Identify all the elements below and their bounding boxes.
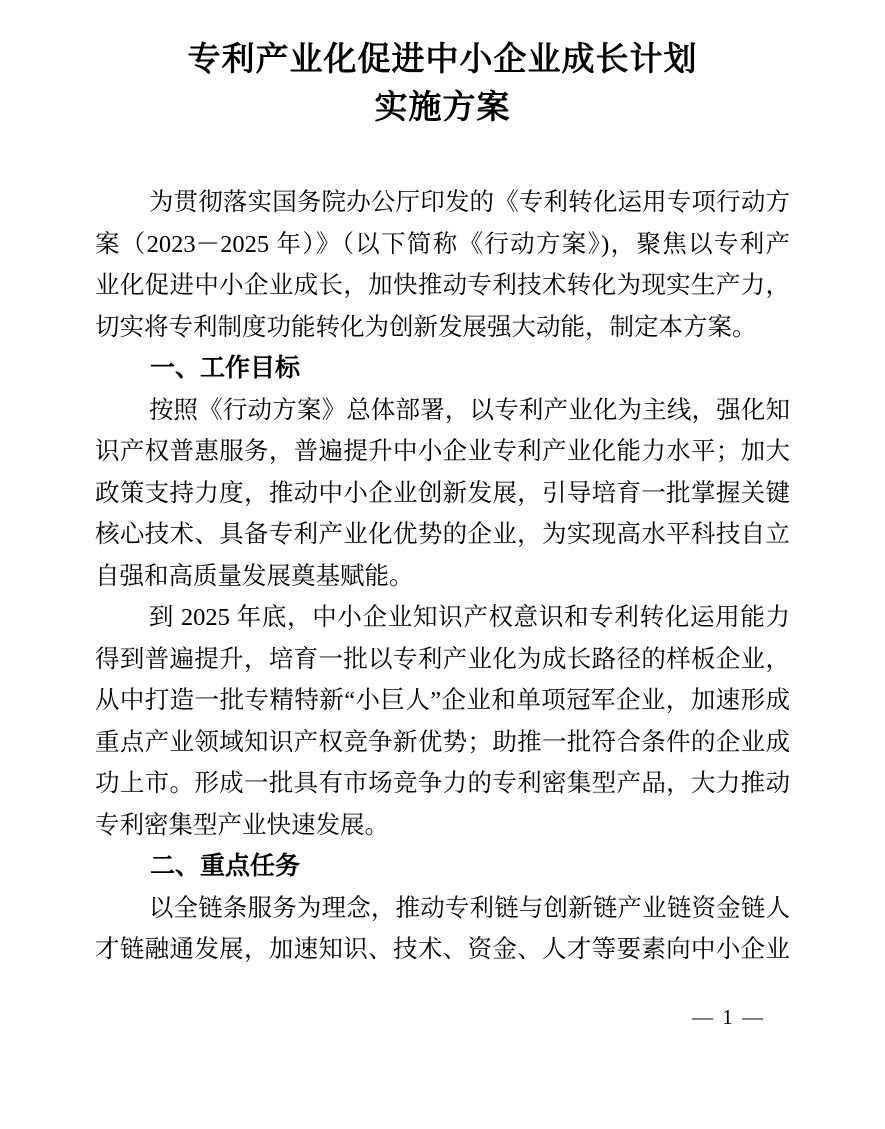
body-line: 政策支持力度，推动中小企业创新发展，引导培育一批掌握关键 [95, 479, 790, 507]
document-title-line-1: 专利产业化促进中小企业成长计划 [187, 42, 698, 78]
body-line: 到 2025 年底，中小企业知识产权意识和专利转化运用能力 [148, 604, 790, 631]
body-line: 核心技术、具备专利产业化优势的企业，为实现高水平科技自立 [95, 521, 790, 548]
body-line: 功上市。形成一批具有市场竞争力的专利密集型产品，大力推动 [95, 770, 790, 797]
document-title-line-2: 实施方案 [374, 90, 511, 126]
body-line: 自强和高质量发展奠基赋能。 [95, 562, 414, 590]
paragraph-goals-2 [95, 597, 790, 846]
body-line: 才链融通发展，加速知识、技术、资金、人才等要素向中小企业 [95, 936, 790, 963]
body-line: 识产权普惠服务，普遍提升中小企业专利产业化能力水平；加大 [95, 438, 790, 465]
paragraph-goals-1 [95, 390, 790, 598]
body-line: 为贯彻落实国务院办公厅印发的《专利转化运用专项行动方 [148, 189, 790, 216]
body-line: 得到普遍提升，培育一批以专利产业化为成长路径的样板企业， [95, 645, 790, 673]
page-number: — 1 — [692, 1005, 765, 1029]
body-line: 重点产业领域知识产权竞争新优势；助推一批符合条件的企业成 [95, 728, 790, 756]
body-line: 切实将专利制度功能转化为创新发展强大动能，制定本方案。 [95, 313, 757, 341]
section-heading-1: 一、工作目标 [150, 354, 301, 382]
body-line: 业化促进中小企业成长，加快推动专利技术转化为现实生产力， [95, 272, 790, 299]
body-line: 从中打造一批专精特新“小巨人”企业和单项冠军企业，加速形成 [95, 687, 790, 714]
body-line: 以全链条服务为理念，推动专利链与创新链产业链资金链人 [148, 894, 790, 922]
body-line: 按照《行动方案》总体部署，以专利产业化为主线，强化知 [148, 396, 790, 424]
paragraph-tasks [95, 888, 790, 971]
paragraph-intro [95, 182, 790, 348]
document-body [95, 182, 790, 971]
document-title [0, 36, 885, 132]
body-line: 专利密集型产业快速发展。 [95, 811, 389, 839]
body-line: 案（2023－2025 年）》（以下简称《行动方案》)，聚焦以专利产 [95, 230, 790, 258]
section-heading-2: 二、重点任务 [150, 852, 301, 880]
